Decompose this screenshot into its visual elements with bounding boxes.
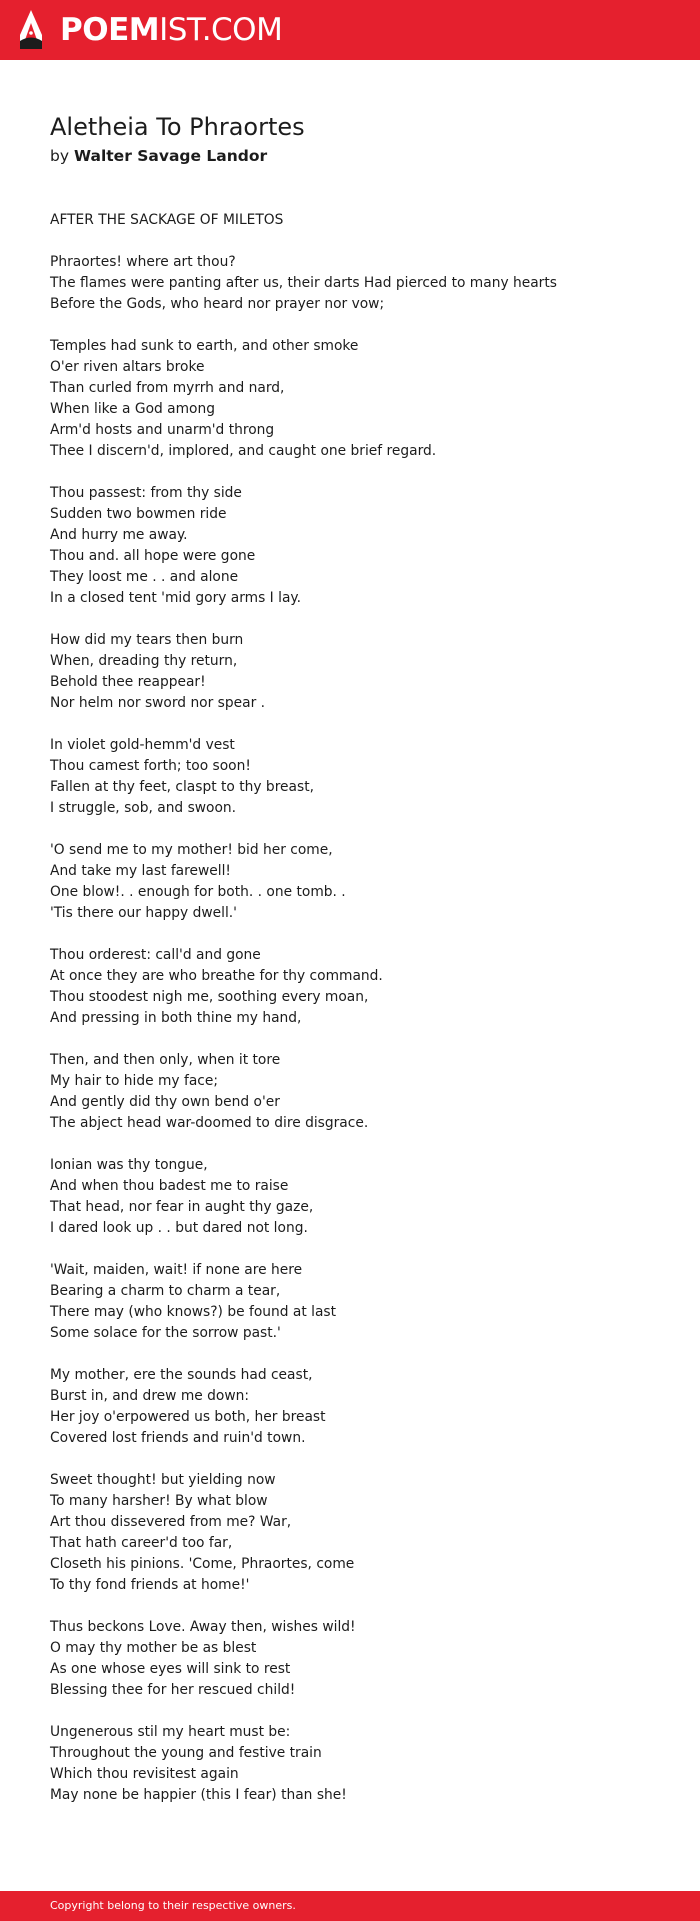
poem-line: Throughout the young and festive train: [50, 1745, 322, 1761]
poem-line: In a closed tent 'mid gory arms I lay.: [50, 590, 302, 606]
poem-line: To many harsher! By what blow: [50, 1493, 268, 1509]
poem-line: That hath career'd too far,: [50, 1535, 233, 1551]
author-name: Walter Savage Landor: [73, 147, 268, 165]
poem-line: Ungenerous stil my heart must be:: [50, 1724, 291, 1740]
poem-line: And take my last farewell!: [50, 863, 231, 879]
poem-line: Burst in, and drew me down:: [50, 1388, 250, 1404]
poem-title: Aletheia To Phraortes: [50, 113, 305, 141]
brand-light: IST.COM: [159, 12, 283, 48]
poem-line: Thee I discern'd, implored, and caught one brief regard.: [50, 443, 437, 459]
stanza: [50, 336, 650, 462]
poem-line: Which thou revisitest again: [50, 1766, 239, 1782]
poem-line: That head, nor fear in aught thy gaze,: [50, 1199, 314, 1215]
site-footer: [0, 1891, 700, 1921]
poem-line: To thy fond friends at home!': [50, 1577, 250, 1593]
poem-line: How did my tears then burn: [50, 632, 244, 648]
by-label: by: [50, 147, 70, 165]
poem-line: Thou passest: from thy side: [50, 485, 242, 501]
poem-line: When, dreading thy return,: [50, 653, 238, 669]
poem-line: The flames were panting after us, their darts Had pierced to many hearts: [50, 275, 557, 291]
poem-line: They loost me . . and alone: [50, 569, 239, 585]
stanza: [50, 1617, 650, 1701]
poem-line: Arm'd hosts and unarm'd throng: [50, 422, 275, 438]
poem-line: Art thou dissevered from me? War,: [50, 1514, 292, 1530]
poem-line: Ionian was thy tongue,: [50, 1157, 208, 1173]
poem-line: At once they are who breathe for thy command.: [50, 968, 383, 984]
poem-line: 'Tis there our happy dwell.': [50, 905, 237, 921]
poem-body: [50, 210, 650, 1806]
poem-line: Thou camest forth; too soon!: [50, 758, 251, 774]
poem-line: Temples had sunk to earth, and other smoke: [50, 338, 359, 354]
stanza: [50, 1365, 650, 1449]
byline: [50, 144, 650, 168]
poem-line: As one whose eyes will sink to rest: [50, 1661, 291, 1677]
poem-line: Fallen at thy feet, claspt to thy breast,: [50, 779, 314, 795]
poem-line: Sweet thought! but yielding now: [50, 1472, 276, 1488]
site-brand: [60, 9, 282, 51]
stanza: [50, 1470, 650, 1596]
poem-line: Phraortes! where art thou?: [50, 254, 236, 270]
poem-line: Thus beckons Love. Away then, wishes wild!: [50, 1619, 356, 1635]
poem-line: Some solace for the sorrow past.': [50, 1325, 281, 1341]
copyright-text: Copyright belong to their respective owners.: [50, 1899, 296, 1912]
poem-line: Thou orderest: call'd and gone: [50, 947, 261, 963]
poem-article: [50, 110, 650, 1827]
stanza: [50, 210, 650, 231]
poem-line: And gently did thy own bend o'er: [50, 1094, 280, 1110]
poem-line: O'er riven altars broke: [50, 359, 205, 375]
quill-pen-icon: [16, 9, 46, 51]
poem-line: There may (who knows?) be found at last: [50, 1304, 337, 1320]
poem-line: My mother, ere the sounds had ceast,: [50, 1367, 313, 1383]
poem-line: 'Wait, maiden, wait! if none are here: [50, 1262, 303, 1278]
poem-line: And pressing in both thine my hand,: [50, 1010, 302, 1026]
stanza: [50, 1155, 650, 1239]
stanza: [50, 1260, 650, 1344]
poem-line: Thou stoodest nigh me, soothing every moan,: [50, 989, 369, 1005]
stanza: [50, 483, 650, 609]
site-header: [0, 0, 700, 60]
poem-line: I dared look up . . but dared not long.: [50, 1220, 308, 1236]
poem-line: Sudden two bowmen ride: [50, 506, 227, 522]
poem-line: 'O send me to my mother! bid her come,: [50, 842, 333, 858]
poem-line: Than curled from myrrh and nard,: [50, 380, 285, 396]
poem-line: Closeth his pinions. 'Come, Phraortes, come: [50, 1556, 355, 1572]
poem-line: One blow!. . enough for both. . one tomb. .: [50, 884, 346, 900]
poem-line: Her joy o'erpowered us both, her breast: [50, 1409, 326, 1425]
brand-bold: POEM: [60, 12, 160, 48]
poem-line: O may thy mother be as blest: [50, 1640, 257, 1656]
poem-line: AFTER THE SACKAGE OF MILETOS: [50, 212, 284, 228]
poem-line: Nor helm nor sword nor spear .: [50, 695, 266, 711]
poem-line: And hurry me away.: [50, 527, 188, 543]
stanza: [50, 1722, 650, 1806]
stanza: [50, 945, 650, 1029]
poem-line: May none be happier (this I fear) than she!: [50, 1787, 347, 1803]
poem-line: I struggle, sob, and swoon.: [50, 800, 237, 816]
poem-line: Covered lost friends and ruin'd town.: [50, 1430, 306, 1446]
poem-line: Thou and. all hope were gone: [50, 548, 256, 564]
poem-line: In violet gold-hemm'd vest: [50, 737, 235, 753]
poem-line: When like a God among: [50, 401, 215, 417]
poem-line: Blessing thee for her rescued child!: [50, 1682, 296, 1698]
poem-line: Before the Gods, who heard nor prayer nor vow;: [50, 296, 385, 312]
poem-line: My hair to hide my face;: [50, 1073, 219, 1089]
stanza: [50, 630, 650, 714]
poem-line: Then, and then only, when it tore: [50, 1052, 281, 1068]
poem-line: And when thou badest me to raise: [50, 1178, 289, 1194]
stanza: [50, 1050, 650, 1134]
site-logo[interactable]: [16, 9, 282, 51]
poem-line: Bearing a charm to charm a tear,: [50, 1283, 281, 1299]
stanza: [50, 735, 650, 819]
poem-line: The abject head war-doomed to dire disgrace.: [50, 1115, 369, 1131]
stanza: [50, 840, 650, 924]
stanza: [50, 252, 650, 315]
poem-line: Behold thee reappear!: [50, 674, 206, 690]
